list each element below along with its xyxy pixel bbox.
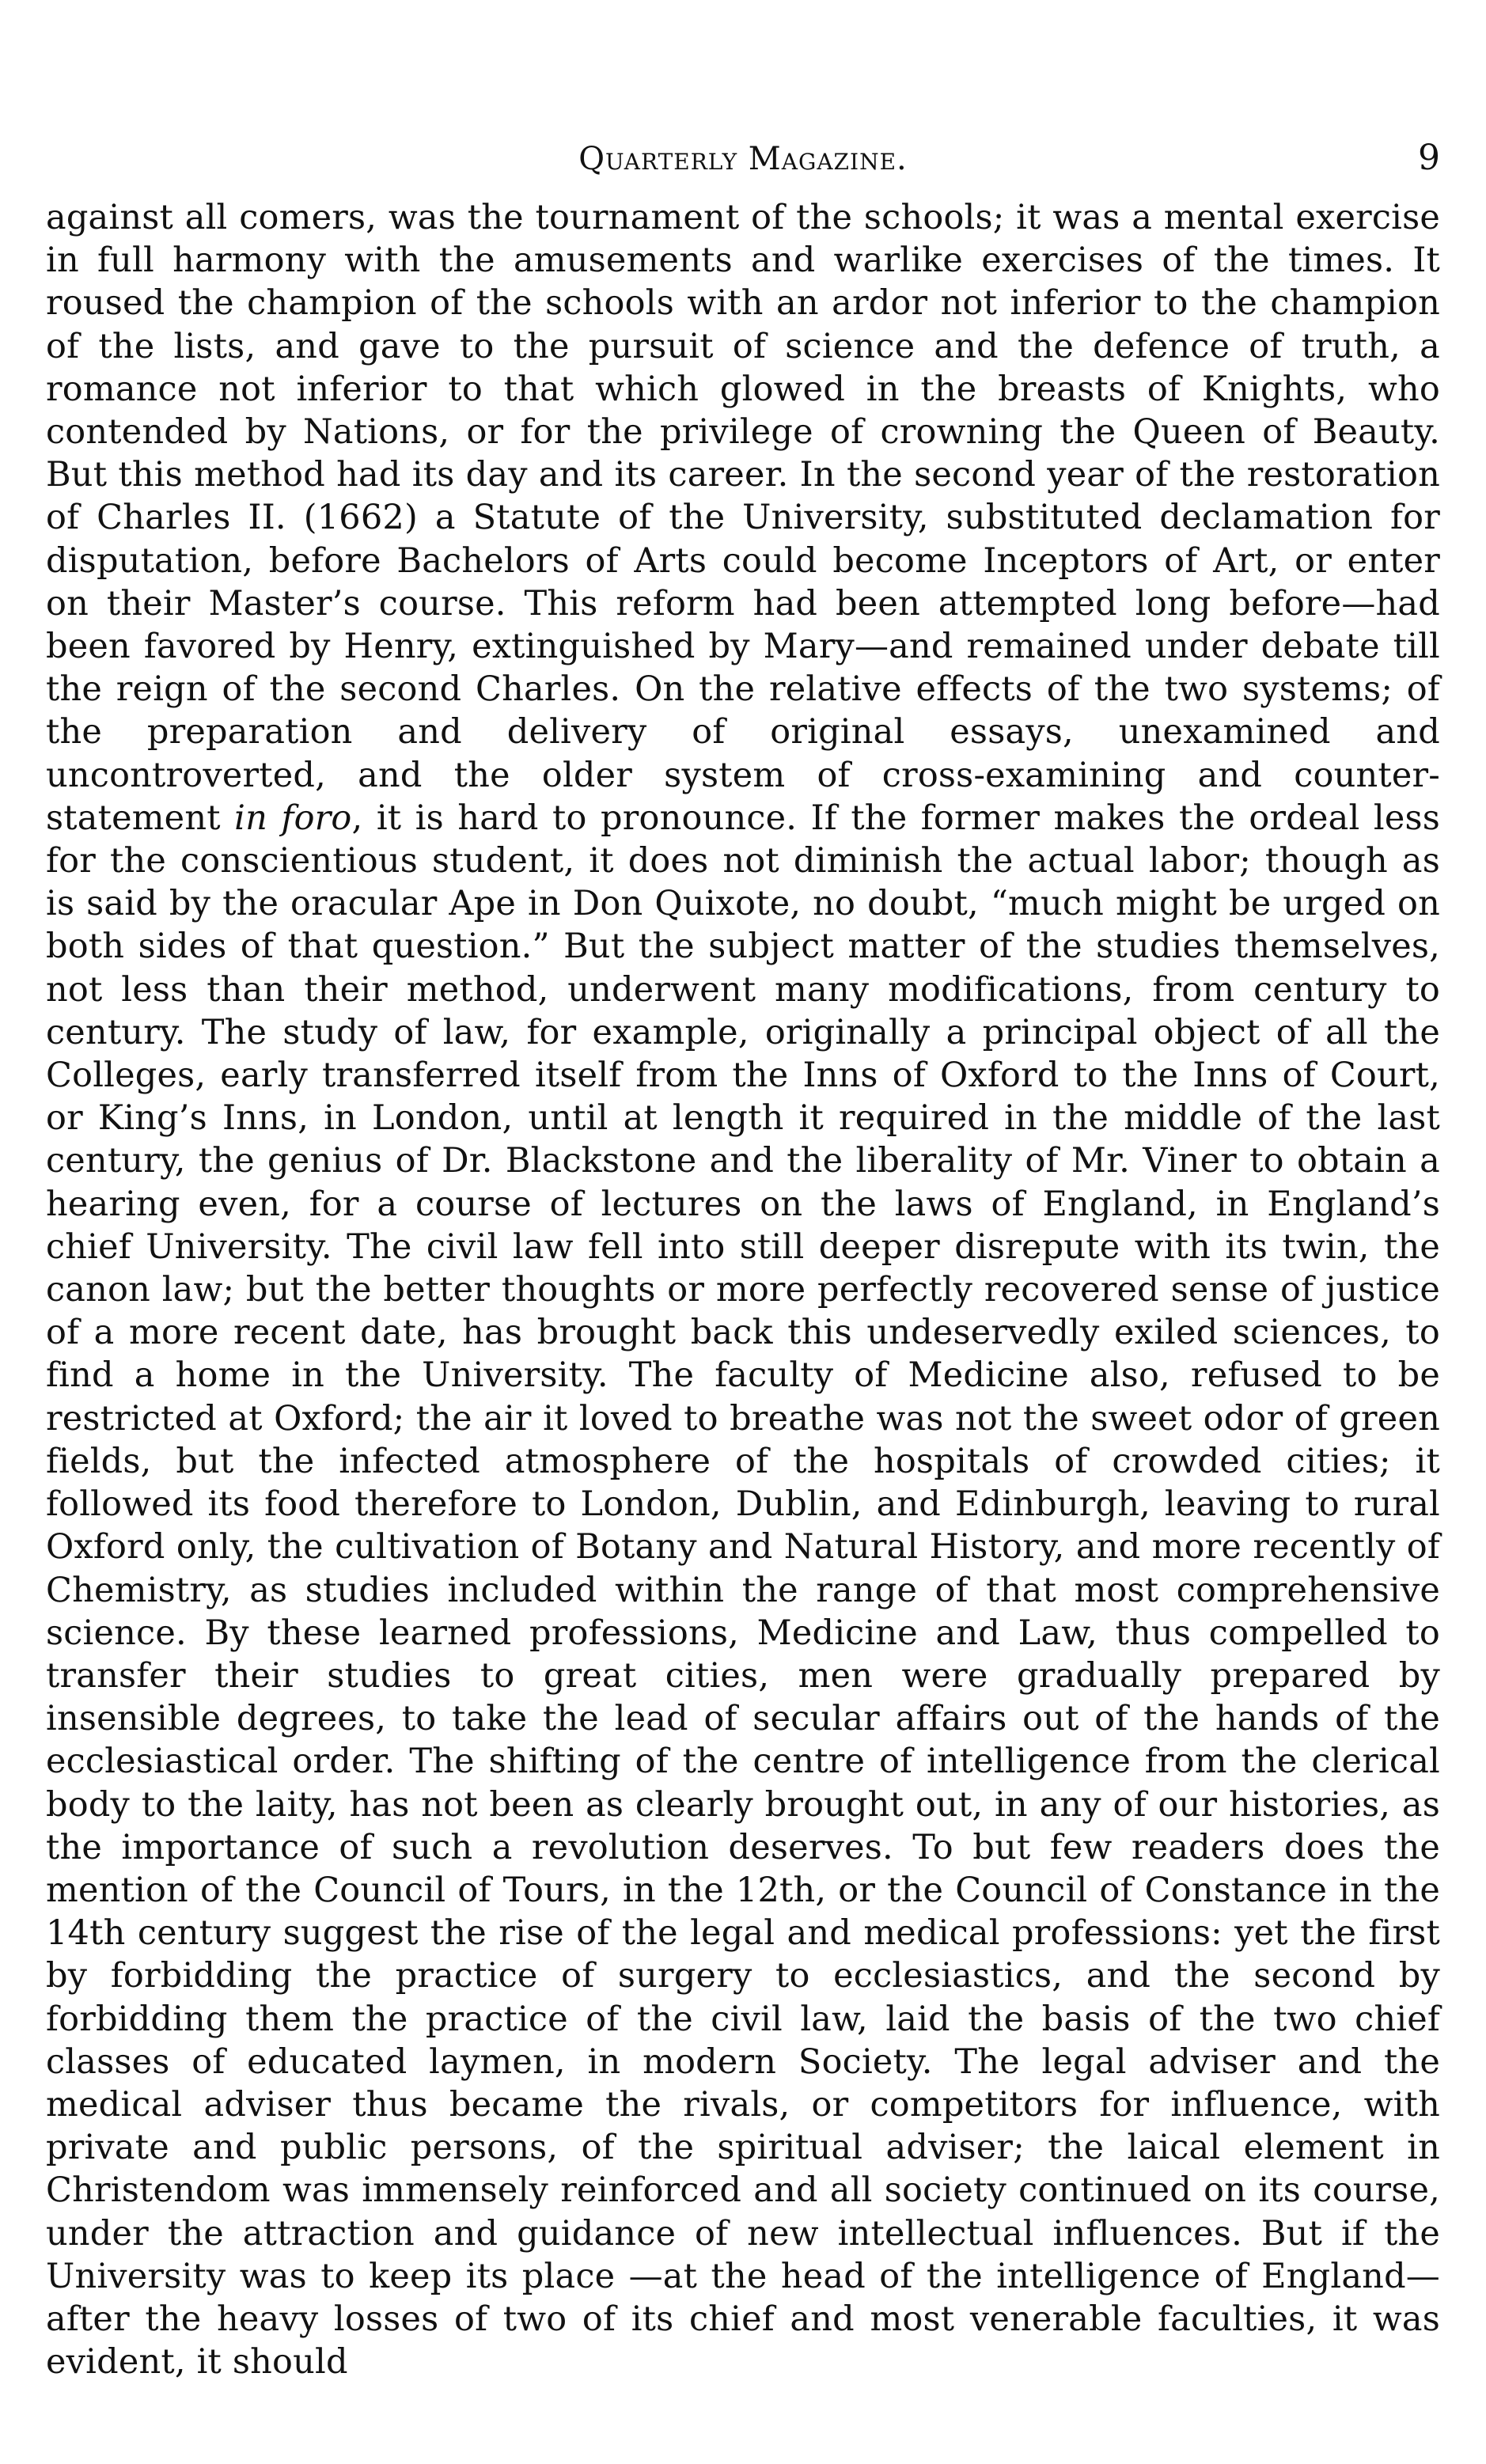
body-text-part-2: , it is hard to pronounce. If the former makes the ordeal less for the conscientious student, it does not diminish the actual labor; though as is said by the oracular Ape in Don Quixote, no doubt, “much might be urged on both sides of that question.” But the subject matter of the studies themselves, not less than their method, underwent many modifications, from century to century. The study of law, for example, originally a principal object of all the Colleges, early transferred itself from the Inns of Oxford to the Inns of Court, or King’s Inns, in London, until at length it required in the middle of the last century, the genius of Dr. Blackstone and the liberality of Mr. Viner to obtain a hearing even, for a course of lectures on the laws of England, in England’s chief University. The civil law fell into still deeper disrepute with its twin, the canon law; but the better thoughts or more perfectly recovered sense of justice of a more recent date, has brought back this undeservedly exiled sciences, to find a home in the University. The faculty of Medicine also, refused to be restricted at Oxford; the air it loved to breathe was not the sweet odor of green fields, but the infected atmosphere of the hospitals of crowded cities; it followed its food therefore to London, Dublin, and Edinburgh, leaving to rural Oxford only, the cultivation of Botany and Natural History, and more recently of Chemistry, as studies included within the range of that most comprehensive science. By these learned professions, Medicine and Law, thus compelled to transfer their studies to great cities, men were gradually prepared by insensible degrees, to take the lead of secular affairs out of the hands of the ecclesiastical order. The shifting of the centre of intelligence from the clerical body to the laity, has not been as clearly brought out, in any of our histories, as the importance of such a revolution deserves. To but few readers does the mention of the Council of Tours, in the 12th, or the Council of Constance in the 14th century suggest the rise of the legal and medical professions: yet the first by forbidding the practice of surgery to ecclesiastics, and the second by forbidding them the practice of the civil law, laid the basis of the two chief classes of educated laymen, in modern Society. The legal adviser and the medical adviser thus became the rivals, or competitors for influence, with private and public persons, of the spiritual adviser; the laical element in Christendom was immensely reinforced and all society continued on its course, under the attraction and guidance of new intellectual influences. But if the University was to keep its place —at the head of the intelligence of England—after the heavy losses of two of its chief and most venerable faculties, it was evident, it should (46, 798, 1441, 2382)
body-paragraph (46, 196, 1440, 2383)
body-text-part-1: against all comers, was the tournament of the schools; it was a mental exercise in full harmony with the amusements and warlike exercises of the times. It roused the champion of the schools with an ardor not inferior to the champion of the lists, and gave to the pursuit of science and the defence of truth, a romance not inferior to that which glowed in the breasts of Knights, who contended by Nations, or for the privilege of crowning the Queen of Beauty. But this method had its day and its career. In the second year of the restoration of Charles II. (1662) a Statute of the University, substituted declamation for disputation, before Bachelors of Arts could become Inceptors of Art, or enter on their Master’s course. This reform had been attempted long before—had been favored by Henry, extinguished by Mary—and remained under debate till the reign of the second Charles. On the relative effects of the two systems; of the preparation and delivery of original essays, unexamined and uncontroverted, and the older system of cross-examining and counter-statement (46, 198, 1440, 838)
running-title: Quarterly Magazine. (578, 141, 908, 177)
page (46, 133, 1440, 2383)
page-number: 9 (1418, 138, 1440, 178)
running-head (46, 133, 1440, 196)
italic-phrase: in foro (234, 798, 352, 838)
